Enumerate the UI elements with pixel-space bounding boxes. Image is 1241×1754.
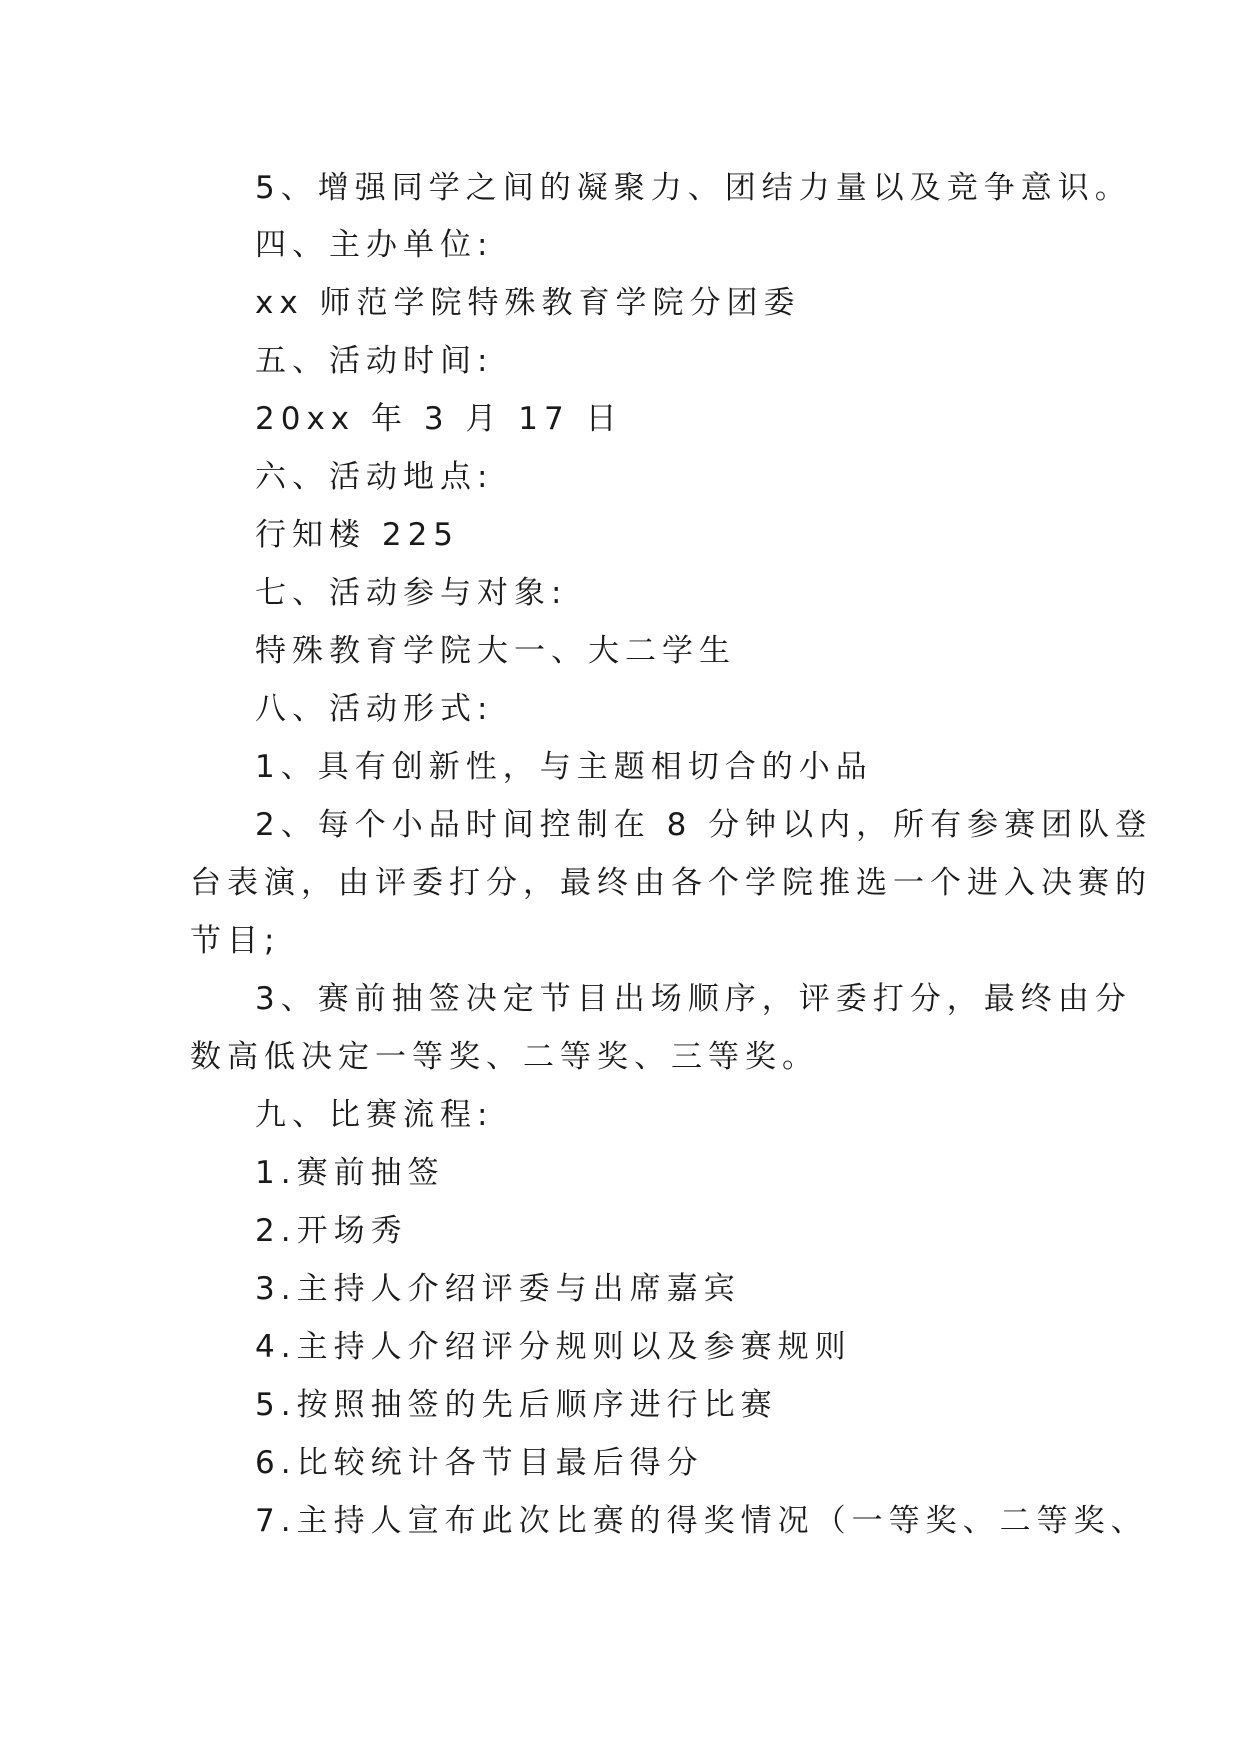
event-date: 20xx 年 3 月 17 日 [255, 401, 623, 437]
format-item-2-end: 节目; [190, 923, 281, 959]
format-item-1: 1、具有创新性，与主题相切合的小品 [255, 749, 873, 785]
heading-participants: 七、活动参与对象: [255, 575, 568, 611]
heading-organizer: 四、主办单位: [255, 227, 494, 263]
heading-time: 五、活动时间: [255, 343, 494, 379]
process-step-6: 6.比较统计各节目最后得分 [255, 1445, 704, 1481]
process-step-4: 4.主持人介绍评分规则以及参赛规则 [255, 1329, 852, 1365]
format-item-3: 3、赛前抽签决定节目出场顺序，评委打分，最终由分 [255, 981, 1132, 1017]
process-step-5: 5.按照抽签的先后顺序进行比赛 [255, 1387, 778, 1423]
format-item-3-cont: 数高低决定一等奖、二等奖、三等奖。 [190, 1039, 819, 1075]
heading-location: 六、活动地点: [255, 459, 494, 495]
format-item-2: 2、每个小品时间控制在 8 分钟以内，所有参赛团队登 [255, 807, 1153, 843]
heading-format: 八、活动形式: [255, 691, 494, 727]
process-step-7: 7.主持人宣布此次比赛的得奖情况（一等奖、二等奖、 [255, 1503, 1148, 1539]
format-item-2-cont: 台表演，由评委打分，最终由各个学院推选一个进入决赛的 [190, 865, 1152, 901]
participants: 特殊教育学院大一、大二学生 [255, 633, 736, 669]
event-location: 行知楼 225 [255, 517, 460, 553]
organizer-name: xx 师范学院特殊教育学院分团委 [255, 285, 801, 321]
process-step-1: 1.赛前抽签 [255, 1155, 445, 1191]
item-5-cohesion: 5、增强同学之间的凝聚力、团结力量以及竞争意识。 [255, 170, 1132, 206]
heading-process: 九、比赛流程: [255, 1097, 494, 1133]
process-step-2: 2.开场秀 [255, 1213, 408, 1249]
process-step-3: 3.主持人介绍评委与出席嘉宾 [255, 1271, 741, 1307]
